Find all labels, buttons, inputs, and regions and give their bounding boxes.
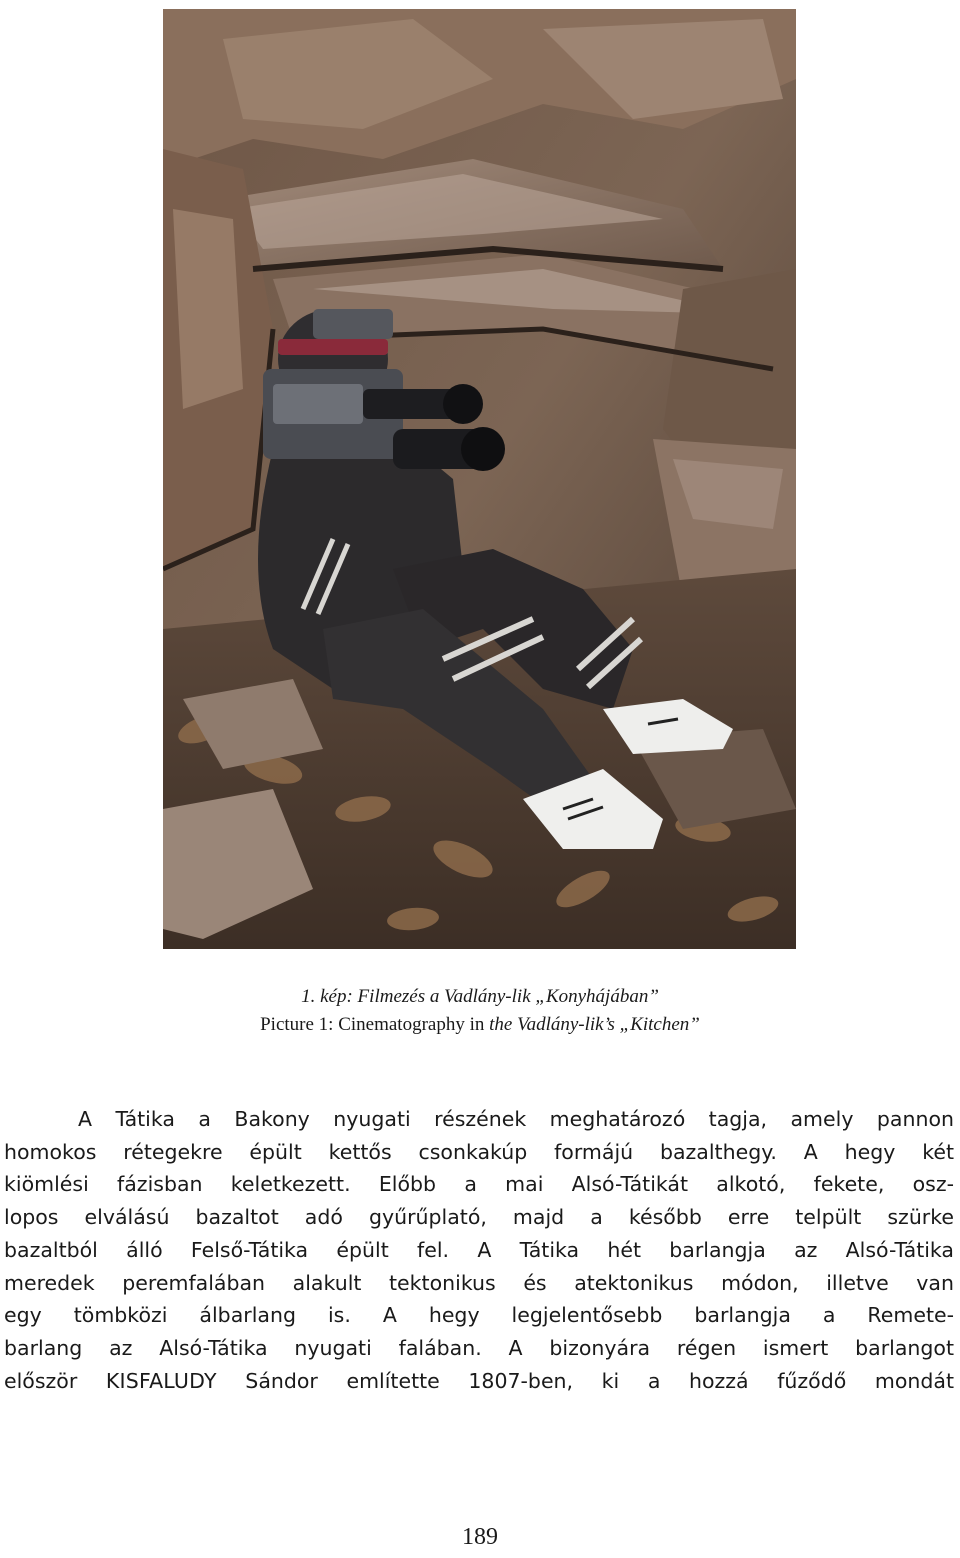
body-line: A Tátika a Bakony nyugati részének meghatározó tagja, amely pannon <box>78 1107 954 1131</box>
author-name: KISFALUDY <box>105 1368 217 1393</box>
body-line: bazaltból álló Felső-Tátika épült fel. A Tátika hét barlangja az Alsó-Tátika <box>4 1237 954 1262</box>
figure-caption-english <box>0 1014 960 1036</box>
cave-photo-illustration <box>163 9 796 949</box>
caption-en-italic: the Vadlány-lik’s „Kitchen” <box>489 1014 700 1035</box>
body-line: lopos elválású bazaltot adó gyűrűplató, majd a később erre telpült szürke <box>4 1205 954 1230</box>
body-line: egy tömbközi álbarlang is. A hegy legjelentősebb barlangja a Remete- <box>4 1303 954 1328</box>
last-line-after: Sándor említette 1807-ben, ki a hozzá fűződő mondát <box>216 1368 954 1393</box>
caption-en-prefix: Picture 1: Cinematography in <box>260 1014 490 1035</box>
body-paragraph <box>4 1103 954 1397</box>
body-line: kiömlési fázisban keletkezett. Előbb a mai Alsó-Tátikát alkotó, fekete, osz- <box>4 1172 954 1197</box>
page-number: 189 <box>462 1524 498 1550</box>
cave-photo <box>163 9 796 949</box>
body-line: homokos rétegekre épült kettős csonkakúp formájú bazalthegy. A hegy két <box>4 1139 954 1164</box>
body-line: barlang az Alsó-Tátika nyugati falában. A bizonyára régen ismert barlangot <box>4 1335 954 1360</box>
last-line-before: először <box>4 1368 106 1393</box>
body-line: meredek peremfalában alakult tektonikus és atektonikus módon, illetve van <box>4 1270 954 1295</box>
figure-caption-hungarian: 1. kép: Filmezés a Vadlány-lik „Konyhájában” <box>301 986 659 1007</box>
body-line-last <box>4 1365 954 1398</box>
